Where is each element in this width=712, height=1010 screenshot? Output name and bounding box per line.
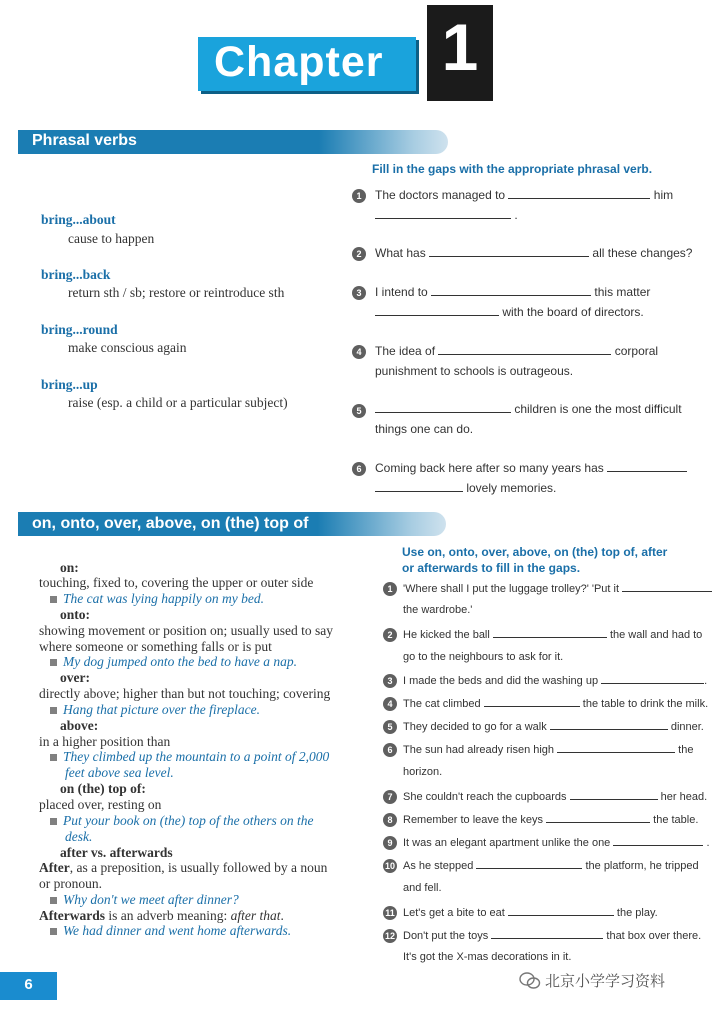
bullet-square-icon bbox=[50, 818, 57, 825]
exercise2-instruction-line2: or afterwards to fill in the gaps. bbox=[402, 561, 581, 575]
example-over: Hang that picture over the fireplace. bbox=[50, 702, 260, 718]
definition-onto-line1: showing movement or position on; usually used to say bbox=[39, 623, 333, 638]
item-number-badge: 5 bbox=[352, 404, 366, 418]
exercise-instruction: Fill in the gaps with the appropriate phrasal verb. bbox=[372, 162, 653, 176]
example-above-line1: They climbed up the mountain to a point of 2,000 bbox=[50, 749, 329, 765]
exercise2-item-9: It was an elegant apartment unlike the one . bbox=[403, 837, 710, 849]
item-number-badge: 7 bbox=[383, 790, 397, 804]
item-number-badge: 1 bbox=[352, 189, 366, 203]
definition-bring-about: cause to happen bbox=[68, 231, 155, 246]
example-after: Why don't we meet after dinner? bbox=[50, 892, 239, 908]
example-on-top-of-line2: desk. bbox=[65, 829, 93, 844]
watermark-text: 北京小学学习资料 bbox=[545, 972, 666, 990]
gap-input[interactable] bbox=[622, 581, 712, 592]
chapter-title: Chapter bbox=[214, 38, 384, 86]
exercise2-item-6-line1: The sun had already risen high the bbox=[403, 744, 694, 756]
gap-input[interactable] bbox=[601, 673, 704, 684]
definition-over: directly above; higher than but not touching; covering bbox=[39, 686, 331, 701]
exercise-item-4-line1: The idea of corporal bbox=[375, 344, 659, 358]
exercise2-item-7: She couldn't reach the cupboards her head. bbox=[403, 791, 708, 803]
gap-input[interactable] bbox=[491, 928, 603, 939]
exercise-item-6-line2: lovely memories. bbox=[375, 481, 556, 495]
item-number-badge: 8 bbox=[383, 813, 397, 827]
definition-afterwards: Afterwards is an adverb meaning: after that. bbox=[39, 908, 284, 923]
exercise2-item-1-line1: 'Where shall I put the luggage trolley?' 'Put it bbox=[403, 581, 712, 595]
heading-on-top-of: on (the) top of: bbox=[60, 781, 146, 796]
item-number-badge: 6 bbox=[383, 743, 397, 757]
example-onto: My dog jumped onto the bed to have a nap. bbox=[50, 654, 297, 670]
exercise2-item-4: The cat climbed the table to drink the milk. bbox=[403, 698, 709, 710]
gap-input[interactable] bbox=[438, 344, 611, 355]
heading-over: over: bbox=[60, 670, 90, 685]
bullet-square-icon bbox=[50, 754, 57, 761]
exercise-item-5-line2: things one can do. bbox=[375, 422, 474, 436]
gap-input[interactable] bbox=[431, 285, 591, 296]
wechat-icon bbox=[519, 972, 541, 995]
exercise-item-5-line1: children is one the most difficult bbox=[375, 402, 682, 416]
exercise2-item-8: Remember to leave the keys the table. bbox=[403, 814, 699, 826]
gap-input[interactable] bbox=[550, 719, 668, 730]
gap-input[interactable] bbox=[375, 402, 511, 413]
exercise2-item-2-line1: He kicked the ball the wall and had to bbox=[403, 629, 703, 641]
item-number-badge: 4 bbox=[383, 697, 397, 711]
example-on: The cat was lying happily on my bed. bbox=[50, 591, 264, 607]
definition-bring-back: return sth / sb; restore or reintroduce sth bbox=[68, 285, 285, 300]
exercise-item-3-line2: with the board of directors. bbox=[375, 305, 644, 319]
exercise2-item-10-line1: As he stepped the platform, he tripped bbox=[403, 860, 699, 872]
heading-onto: onto: bbox=[60, 607, 90, 622]
item-number-badge: 9 bbox=[383, 836, 397, 850]
definition-after-line2: or pronoun. bbox=[39, 876, 102, 891]
exercise2-item-11: Let's get a bite to eat the play. bbox=[403, 907, 658, 919]
item-number-badge: 6 bbox=[352, 462, 366, 476]
gap-input[interactable] bbox=[508, 905, 614, 916]
definition-after-line1: After, as a preposition, is usually followed by a noun bbox=[39, 860, 328, 875]
heading-on: on: bbox=[60, 560, 79, 575]
term-bring-about: bring...about bbox=[41, 212, 116, 227]
exercise2-instruction-line1: Use on, onto, over, above, on (the) top of, after bbox=[402, 545, 668, 559]
bullet-square-icon bbox=[50, 659, 57, 666]
gap-input[interactable] bbox=[508, 188, 650, 199]
example-afterwards: We had dinner and went home afterwards. bbox=[50, 923, 291, 939]
exercise2-item-12-line1: Don't put the toys that box over there. bbox=[403, 930, 702, 942]
exercise2-item-2-line2: go to the neighbours to ask for it. bbox=[403, 651, 564, 663]
exercise2-item-12-line2: It's got the X-mas decorations in it. bbox=[403, 951, 572, 963]
item-number-badge: 2 bbox=[352, 247, 366, 261]
example-above-line2: feet above sea level. bbox=[65, 765, 174, 780]
term-bring-round: bring...round bbox=[41, 322, 118, 337]
exercise2-item-1-line2: the wardrobe.' bbox=[403, 604, 473, 616]
item-number-badge: 1 bbox=[383, 582, 397, 596]
definition-on: touching, fixed to, covering the upper or outer side bbox=[39, 575, 314, 590]
gap-input[interactable] bbox=[607, 461, 687, 472]
exercise-item-2: What has all these changes? bbox=[375, 246, 693, 260]
gap-input[interactable] bbox=[375, 305, 499, 316]
example-on-top-of-line1: Put your book on (the) top of the others on the bbox=[50, 813, 313, 829]
gap-input[interactable] bbox=[570, 789, 658, 800]
gap-input[interactable] bbox=[613, 835, 703, 846]
term-bring-back: bring...back bbox=[41, 267, 111, 282]
gap-input[interactable] bbox=[375, 481, 463, 492]
item-number-badge: 11 bbox=[383, 906, 397, 920]
exercise-item-1-line2: . bbox=[375, 208, 518, 222]
exercise2-item-3: I made the beds and did the washing up . bbox=[403, 675, 708, 687]
gap-input[interactable] bbox=[557, 742, 675, 753]
bullet-square-icon bbox=[50, 707, 57, 714]
heading-after-vs-afterwards: after vs. afterwards bbox=[60, 845, 173, 860]
definition-onto-line2: where someone or something falls or is put bbox=[39, 639, 272, 654]
section-title-prepositions: on, onto, over, above, on (the) top of bbox=[32, 515, 309, 532]
item-number-badge: 10 bbox=[384, 861, 395, 871]
page-number: 6 bbox=[24, 976, 33, 993]
exercise2-item-10-line2: and fell. bbox=[403, 882, 442, 894]
item-number-badge: 3 bbox=[352, 286, 366, 300]
gap-input[interactable] bbox=[375, 208, 511, 219]
exercise2-item-5: They decided to go for a walk dinner. bbox=[403, 721, 704, 733]
definition-bring-round: make conscious again bbox=[68, 340, 187, 355]
gap-input[interactable] bbox=[476, 858, 582, 869]
item-number-badge: 12 bbox=[384, 931, 395, 941]
gap-input[interactable] bbox=[429, 246, 589, 257]
bullet-square-icon bbox=[50, 897, 57, 904]
chapter-number: 1 bbox=[441, 10, 479, 84]
gap-input[interactable] bbox=[484, 696, 580, 707]
section-title-phrasal-verbs: Phrasal verbs bbox=[32, 132, 137, 149]
exercise2-item-6-line2: horizon. bbox=[403, 766, 443, 778]
item-number-badge: 4 bbox=[352, 345, 366, 359]
exercise-item-6-line1: Coming back here after so many years has bbox=[375, 461, 687, 475]
exercise-item-3-line1: I intend to this matter bbox=[375, 285, 651, 299]
exercise-item-1-line1: The doctors managed to him bbox=[375, 188, 674, 202]
term-bring-up: bring...up bbox=[41, 377, 98, 392]
definition-on-top-of: placed over, resting on bbox=[39, 797, 162, 812]
bullet-square-icon bbox=[50, 596, 57, 603]
item-number-badge: 2 bbox=[383, 628, 397, 642]
item-number-badge: 3 bbox=[383, 674, 397, 688]
bullet-square-icon bbox=[50, 928, 57, 935]
gap-input[interactable] bbox=[546, 812, 650, 823]
exercise-item-4-line2: punishment to schools is outrageous. bbox=[375, 364, 574, 378]
gap-input[interactable] bbox=[493, 627, 607, 638]
definition-bring-up: raise (esp. a child or a particular subject) bbox=[68, 395, 288, 410]
definition-above: in a higher position than bbox=[39, 734, 171, 749]
item-number-badge: 5 bbox=[383, 720, 397, 734]
heading-above: above: bbox=[60, 718, 99, 733]
